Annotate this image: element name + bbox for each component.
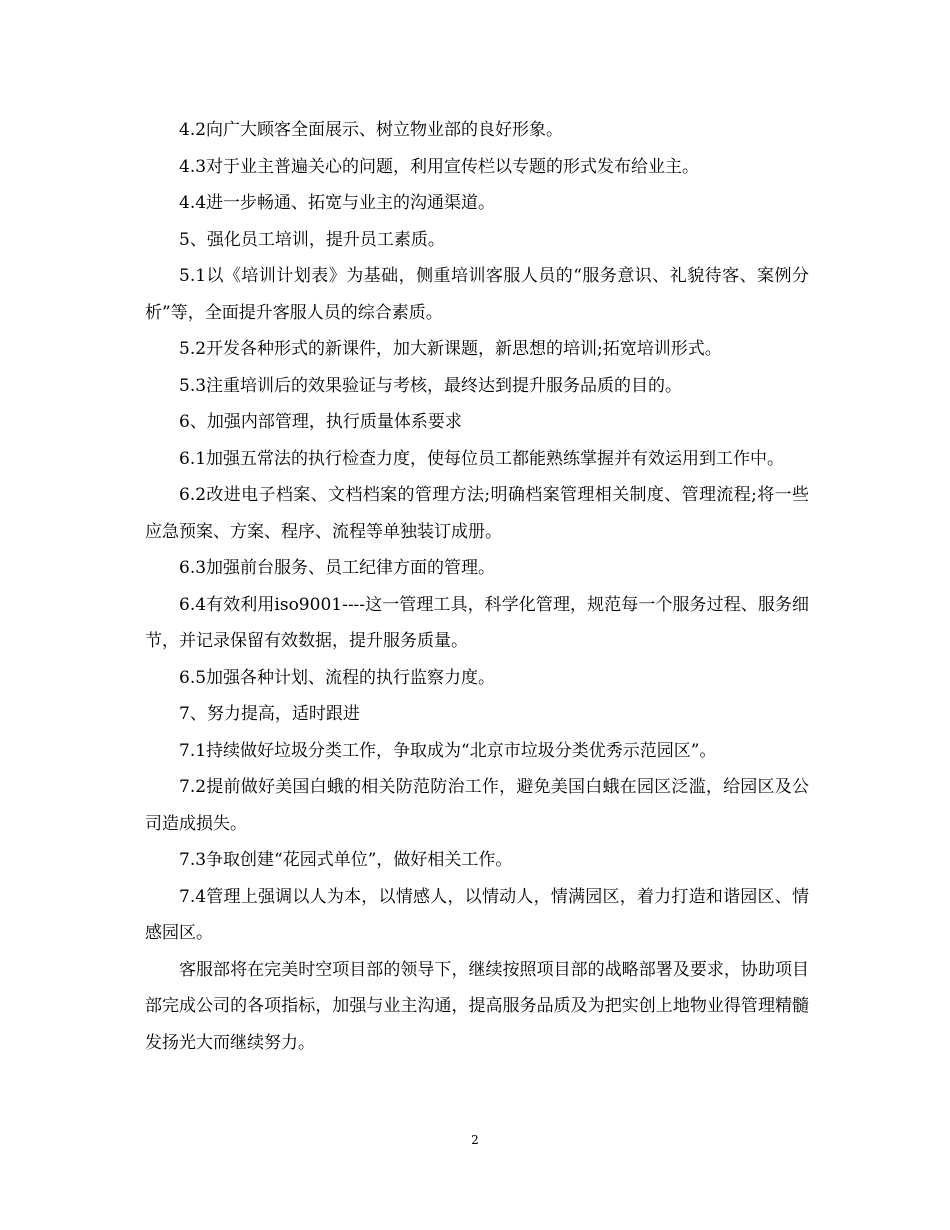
paragraph-7-4: 7.4管理上强调以人为本，以情感人，以情动人，情满园区，着力打造和谐园区、情感园区。: [145, 886, 809, 943]
paragraph-5-2: 5.2开发各种形式的新课件，加大新课题，新思想的培训;拓宽培训形式。: [179, 339, 722, 359]
paragraph-4-3: 4.3对于业主普遍关心的问题，利用宣传栏以专题的形式发布给业主。: [179, 156, 700, 177]
paragraph-7-2: 7.2提前做好美国白蛾的相关防范防治工作，避免美国白蛾在园区泛滥，给园区及公司造成损失。: [145, 777, 809, 834]
document-body: [145, 112, 809, 1061]
paragraph-4-2: 4.2向广大顾客全面展示、树立物业部的良好形象。: [179, 120, 564, 140]
section-heading-5: 5、强化员工培训，提升员工素质。: [179, 229, 445, 250]
paragraph-4-4: 4.4进一步畅通、拓宽与业主的沟通渠道。: [179, 193, 496, 213]
paragraph-5-1: 5.1以《培训计划表》为基础，侧重培训客服人员的“服务意识、礼貌待客、案例分析”等，全面提升客服人员的综合素质。: [145, 266, 809, 323]
paragraph-7-3: 7.3争取创建“花园式单位”，做好相关工作。: [179, 850, 513, 870]
paragraph-6-3: 6.3加强前台服务、员工纪律方面的管理。: [179, 558, 496, 578]
paragraph-5-3: 5.3注重培训后的效果验证与考核，最终达到提升服务品质的目的。: [179, 375, 683, 396]
section-heading-7: 7、努力提高，适时跟进: [179, 704, 360, 724]
paragraph-6-2: 6.2改进电子档案、文档档案的管理方法;明确档案管理相关制度、管理流程;将一些应急预案、方案、程序、流程等单独装订成册。: [145, 485, 809, 542]
paragraph-7-1: 7.1持续做好垃圾分类工作，争取成为“北京市垃圾分类优秀示范园区”。: [179, 740, 717, 761]
page-number: 2: [471, 1133, 479, 1147]
section-heading-6: 6、加强内部管理，执行质量体系要求: [179, 412, 462, 432]
closing-paragraph: 客服部将在完美时空项目部的领导下，继续按照项目部的战略部署及要求，协助项目部完成公司的各项指标，加强与业主沟通，提高服务品质及为把实创上地物业得管理精髓发扬光大而继续努力。: [145, 959, 809, 1053]
paragraph-6-5: 6.5加强各种计划、流程的执行监察力度。: [179, 667, 496, 688]
paragraph-6-1: 6.1加强五常法的执行检查力度，使每位员工都能熟练掌握并有效运用到工作中。: [179, 448, 785, 469]
paragraph-6-4: 6.4有效利用iso9001----这一管理工具，科学化管理，规范每一个服务过程、服务细节，并记录保留有效数据，提升服务质量。: [145, 594, 809, 651]
